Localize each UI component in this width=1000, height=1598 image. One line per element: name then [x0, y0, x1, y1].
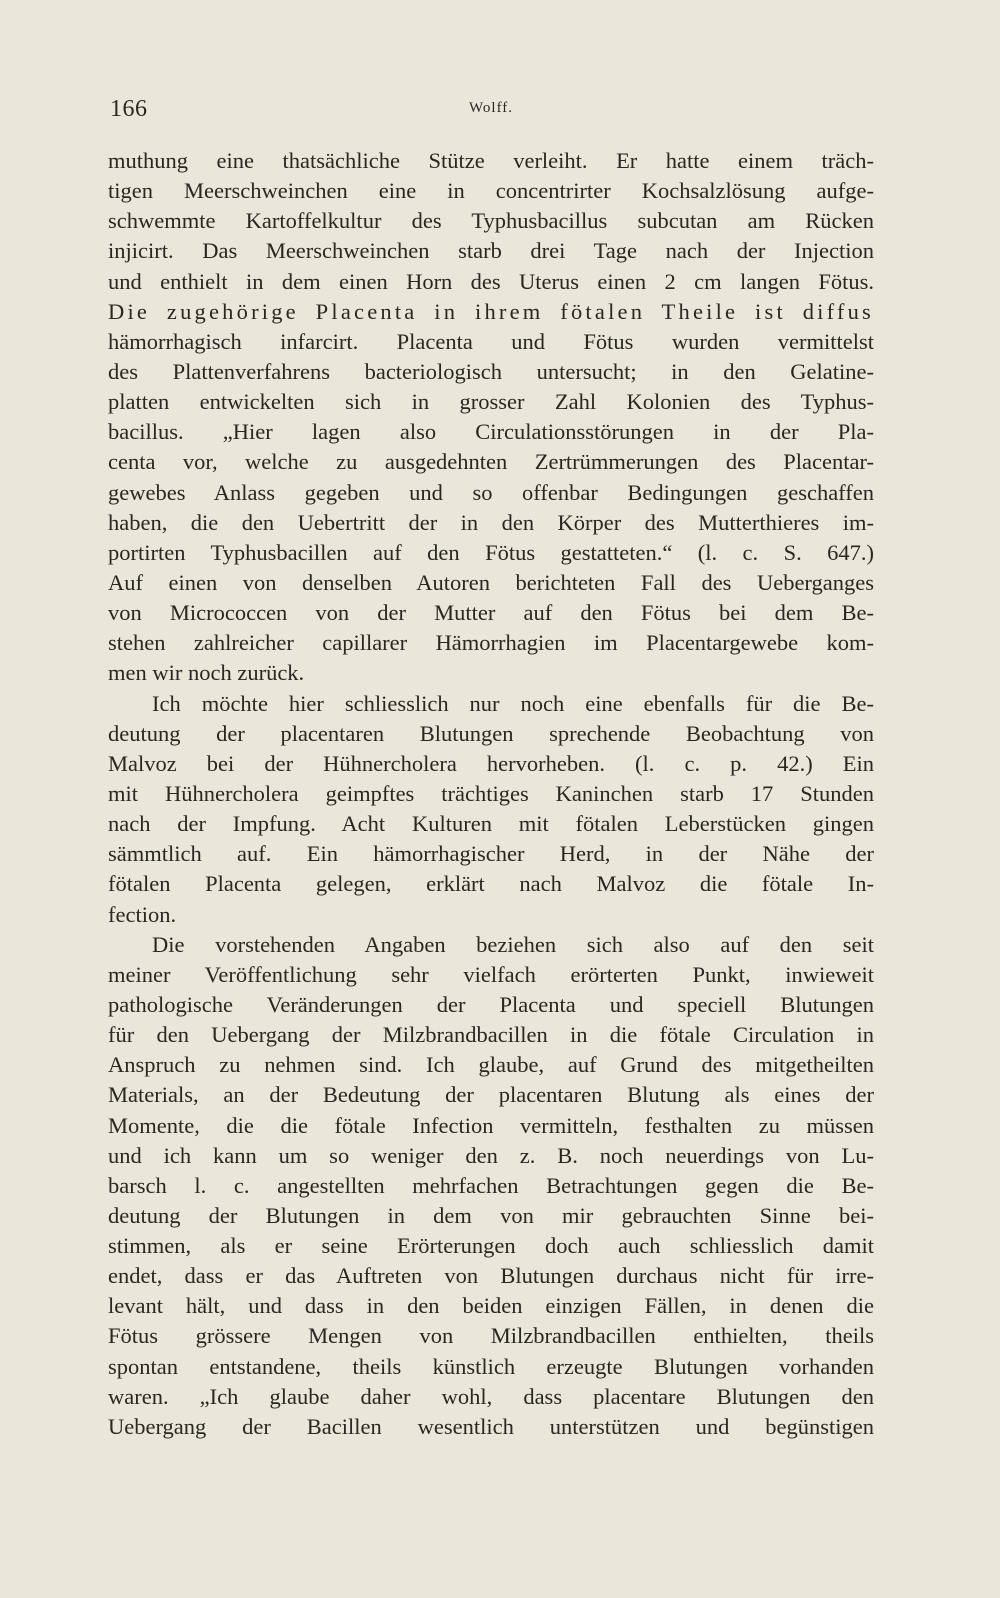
text-line: des Plattenverfahrens bacteriologisch untersucht; in den Gelatine- [108, 358, 874, 384]
text-line: Materials, an der Bedeutung der placentaren Blutung als eines der [108, 1082, 874, 1108]
text-line: bacillus. „Hier lagen also Circulationsstörungen in der Pla- [108, 419, 874, 445]
text-line: levant hält, und dass in den beiden einzigen Fällen, in denen die [108, 1293, 874, 1319]
text-line: men wir noch zurück. [108, 660, 305, 686]
text-line: haben, die den Uebertritt der in den Körper des Mutterthieres im- [108, 509, 874, 535]
text-line: und ich kann um so weniger den z. B. noch neuerdings von Lu- [108, 1142, 874, 1168]
text-line: tigen Meerschweinchen eine in concentrirter Kochsalzlösung aufge- [108, 178, 874, 204]
text-line: sämmtlich auf. Ein hämorrhagischer Herd, in der Nähe der [108, 841, 874, 867]
text-line: deutung der placentaren Blutungen sprechende Beobachtung von [108, 720, 874, 746]
text-line: Ich möchte hier schliesslich nur noch eine ebenfalls für die Be- [152, 690, 874, 716]
text-line: fötalen Placenta gelegen, erklärt nach Malvoz die fötale In- [108, 871, 874, 897]
text-line: hämorrhagisch infarcirt. Placenta und Fötus wurden vermittelst [108, 328, 874, 354]
running-head: Wolff. [468, 100, 514, 116]
text-line: mit Hühnercholera geimpftes trächtiges Kaninchen starb 17 Stunden [108, 780, 874, 806]
text-line: stehen zahlreicher capillarer Hämorrhagien im Placentargewebe kom- [108, 630, 874, 656]
text-line: Anspruch zu nehmen sind. Ich glaube, auf Grund des mitgetheilten [108, 1052, 874, 1078]
text-line: Momente, die die fötale Infection vermitteln, festhalten zu müssen [108, 1112, 874, 1138]
text-line: barsch l. c. angestellten mehrfachen Betrachtungen gegen die Be- [108, 1172, 874, 1198]
text-line: deutung der Blutungen in dem von mir gebrauchten Sinne bei- [108, 1202, 874, 1228]
text-line: fection. [108, 901, 177, 927]
text-line: Malvoz bei der Hühnercholera hervorheben. (l. c. p. 42.) Ein [108, 750, 874, 776]
text-line: stimmen, als er seine Erörterungen doch auch schliesslich damit [108, 1233, 874, 1259]
page-header [110, 96, 872, 126]
text-line: von Micrococcen von der Mutter auf den Fötus bei dem Be- [108, 600, 874, 626]
text-line: nach der Impfung. Acht Kulturen mit fötalen Leberstücken gingen [108, 811, 874, 837]
text-line: und enthielt in dem einen Horn des Uterus einen 2 cm langen Fötus. [108, 268, 874, 294]
text-line: endet, dass er das Auftreten von Blutungen durchaus nicht für irre- [108, 1263, 874, 1289]
text-line: portirten Typhusbacillen auf den Fötus gestatteten.“ (l. c. S. 647.) [108, 539, 874, 565]
text-line: spontan entstandene, theils künstlich erzeugte Blutungen vorhanden [108, 1353, 874, 1379]
page-number: 166 [110, 96, 148, 122]
text-line: gewebes Anlass gegeben und so offenbar Bedingungen geschaffen [108, 479, 874, 505]
text-line: Uebergang der Bacillen wesentlich unterstützen und begünstigen [108, 1413, 874, 1439]
text-line: muthung eine thatsächliche Stütze verleiht. Er hatte einem träch- [108, 148, 874, 173]
text-line: Fötus grössere Mengen von Milzbrandbacillen enthielten, theils [108, 1323, 874, 1349]
text-line: meiner Veröffentlichung sehr vielfach erörterten Punkt, inwieweit [108, 961, 874, 987]
text-line: platten entwickelten sich in grosser Zahl Kolonien des Typhus- [108, 389, 874, 415]
text-line: schwemmte Kartoffelkultur des Typhusbacillus subcutan am Rücken [108, 208, 874, 234]
text-line: Auf einen von denselben Autoren berichteten Fall des Ueberganges [108, 569, 874, 595]
text-line: pathologische Veränderungen der Placenta und speciell Blutungen [108, 991, 874, 1017]
text-line: centa vor, welche zu ausgedehnten Zertrümmerungen des Placentar- [108, 449, 874, 475]
text-line: Die vorstehenden Angaben beziehen sich also auf den seit [152, 931, 874, 957]
text-line: für den Uebergang der Milzbrandbacillen in die fötale Circulation in [108, 1022, 874, 1048]
text-line: waren. „Ich glaube daher wohl, dass placentare Blutungen den [108, 1383, 874, 1409]
text-line: Die zugehörige Placenta in ihrem fötalen Theile ist diffus [108, 298, 874, 324]
text-line: injicirt. Das Meerschweinchen starb drei Tage nach der Injection [108, 238, 874, 264]
body-text [108, 146, 874, 1442]
